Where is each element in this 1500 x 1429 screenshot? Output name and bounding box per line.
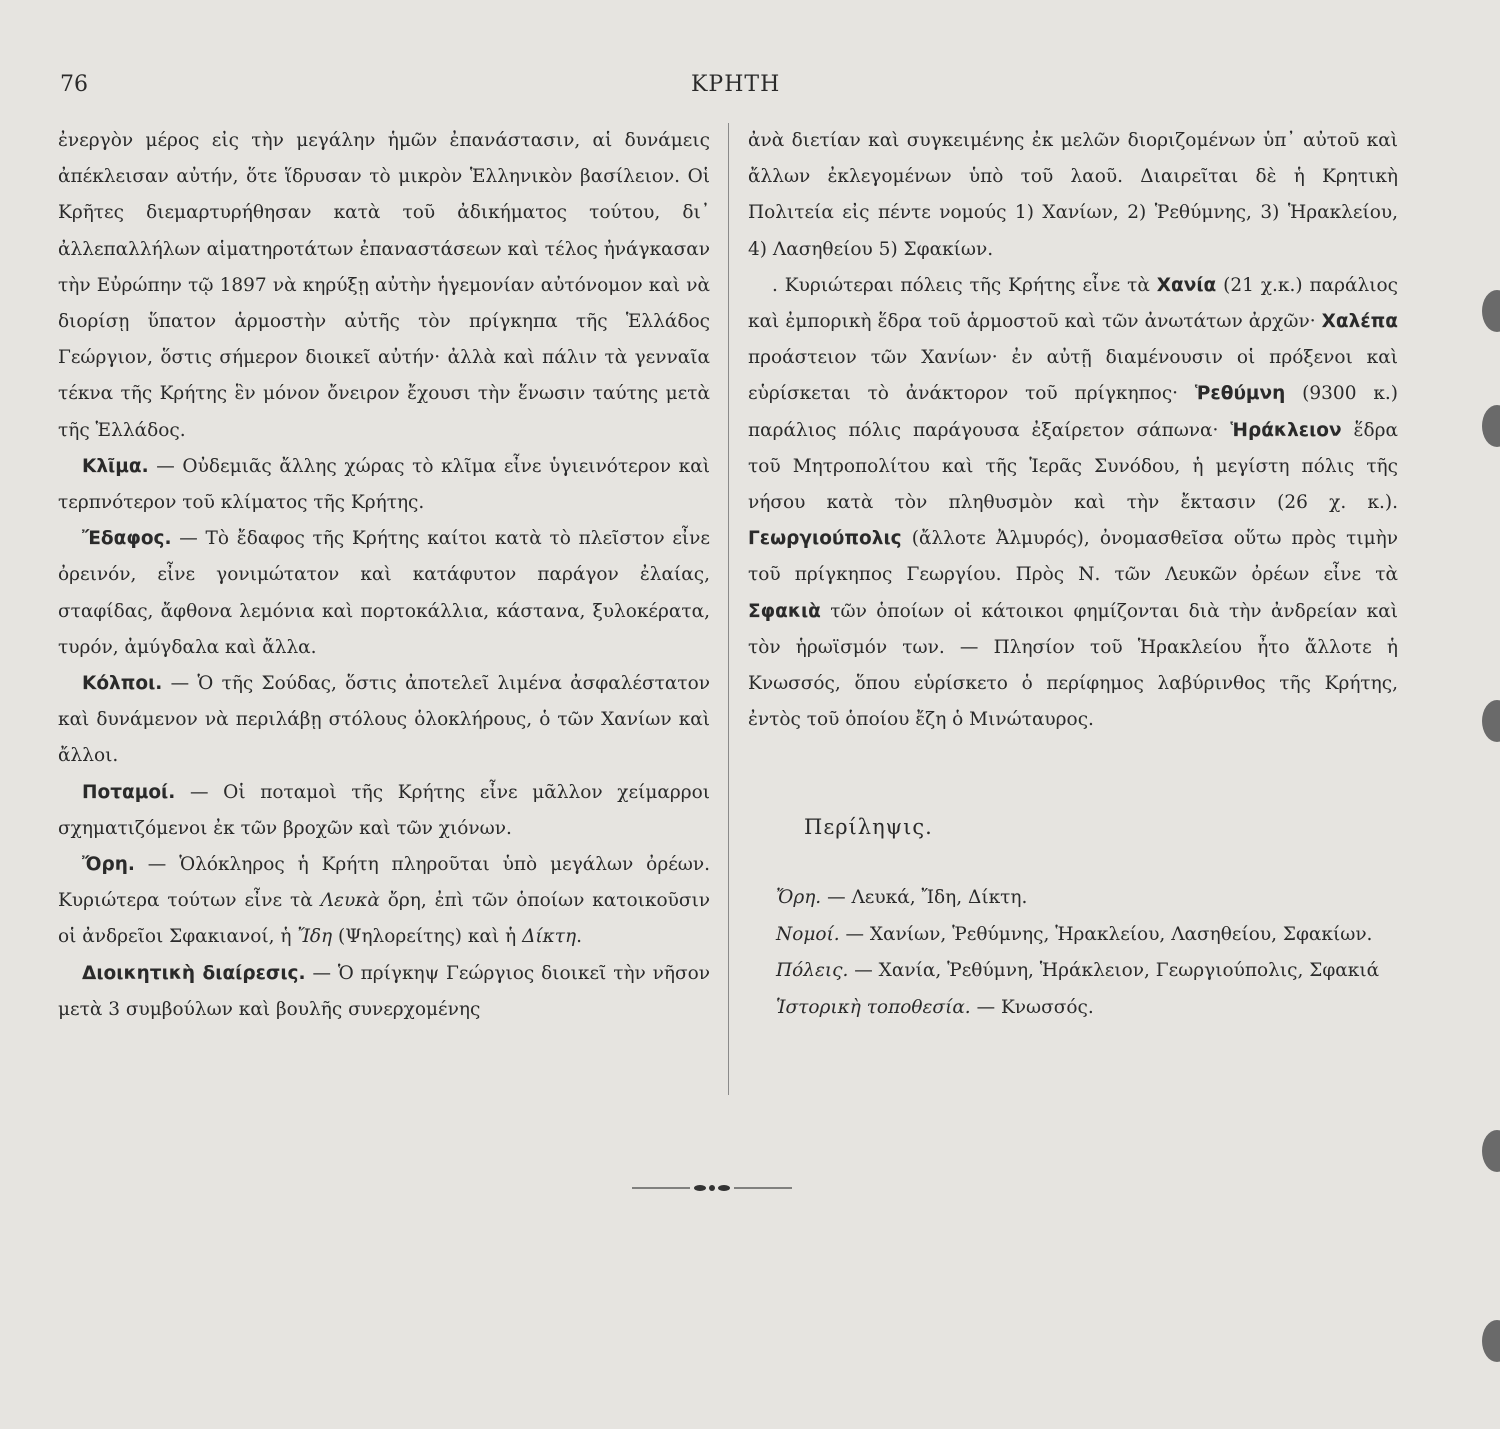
ori-text-1: — Ὁλόκληρος ἡ Κρήτη πληροῦται ὑπὸ μεγάλων ὀρέων. Κυριώτερα τούτων εἶνε τὰ — [58, 854, 710, 912]
cities-text-g: τῶν ὁποίων οἱ κάτοικοι φημίζονται διὰ τὴν ἀνδρείαν καὶ τὸν ἡρωϊσμόν των. — Πλησίον τοῦ Ἡρακλείου ἦτο ἄλλοτε ἡ Κνωσσός, ὅπου εὑρίσκετο ὁ περίφημος λαβύρινθος τῆς Κρήτης, ἐντὸς τοῦ ὁποίου ἔζη ὁ Μινώταυρος. — [748, 600, 1398, 731]
summary-ori-text: — Λευκά, Ἴδη, Δίκτη. — [821, 887, 1028, 908]
city-rethymni: Ῥεθύμνη — [1194, 383, 1286, 405]
binding-hole-5 — [1482, 1320, 1500, 1362]
summary-nomoi — [748, 917, 1398, 954]
ori-text-4: . — [576, 926, 583, 948]
cities-text-c: προάστειον τῶν Χανίων· ἐν αὐτῇ διαμένουσιν οἱ πρόξενοι καὶ εὑρίσκεται τὸ ἀνάκτορον τοῦ πρίγκηπος· — [748, 347, 1398, 405]
potamoi-heading: Ποταμοί. — [82, 781, 176, 803]
column-divider — [728, 123, 729, 1095]
summary-poleis — [748, 953, 1398, 990]
cities-text-f: (ἄλλοτε Ἀλμυρός), ὀνομασθεῖσα οὕτω πρὸς τιμὴν τοῦ πρίγκηπος Γεωργίου. Πρὸς Ν. τῶν Λευκῶν ὀρέων εἶνε τὰ — [748, 528, 1398, 586]
klima-paragraph — [58, 449, 710, 521]
city-halepa: Χαλέπα — [1321, 311, 1398, 333]
city-irakleio: Ἡράκλειον — [1230, 419, 1342, 441]
binding-hole-4 — [1482, 1130, 1500, 1172]
summary-poleis-label: Πόλεις. — [776, 960, 849, 981]
city-chania: Χανία — [1156, 274, 1217, 296]
ori-heading: Ὄρη. — [82, 854, 135, 876]
ori-idi: Ἴδη — [297, 926, 333, 948]
page-title: ΚΡΗΤΗ — [691, 72, 781, 97]
kolpoi-heading: Κόλποι. — [82, 673, 163, 695]
ornament-divider — [632, 1180, 792, 1196]
page-number: 76 — [60, 72, 88, 97]
summary-poleis-text: — Χανία, Ῥεθύμνη, Ἡράκλειον, Γεωργιούπολις, Σφακιά — [848, 960, 1380, 981]
summary-nomoi-text: — Χανίων, Ῥεθύμνης, Ἡρακλείου, Λασηθείου, Σφακίων. — [839, 923, 1373, 945]
left-column — [58, 123, 710, 1028]
summary-nomoi-label: Νομοί. — [776, 923, 840, 945]
right-paragraph-2 — [748, 268, 1398, 739]
edafos-text: — Τὸ ἔδαφος τῆς Κρήτης καίτοι κατὰ τὸ πλεῖστον εἶνε ὀρεινόν, εἶνε γονιμώτατον καὶ κατάφυτον παράγον ἐλαίας, σταφίδας, ἄφθονα λεμόνια καὶ πορτοκάλλια, κάστανα, ξυλοκέρατα, τυρόν, ἀμύγδαλα καὶ ἄλλα. — [58, 528, 710, 658]
summary-ori — [748, 880, 1398, 917]
cities-text-e: ἕδρα τοῦ Μητροπολίτου καὶ τῆς Ἱερᾶς Συνόδου, ἡ μεγίστη πόλις τῆς νήσου κατὰ τὸν πληθυσμὸν καὶ τὴν ἔκτασιν (26 χ. κ.). — [748, 419, 1398, 514]
ori-lefka: Λευκὰ — [320, 890, 380, 912]
binding-hole-1 — [1482, 290, 1500, 332]
ori-dikti: Δίκτη — [522, 926, 577, 948]
edafos-paragraph — [58, 521, 710, 666]
klima-text: — Οὐδεμιᾶς ἄλλης χώρας τὸ κλῖμα εἶνε ὑγιεινότερον καὶ τερπνότερον τοῦ κλίματος τῆς Κρήτης. — [58, 455, 710, 514]
dioik-text: — Ὁ πρίγκηψ Γεώργιος διοικεῖ τὴν νῆσον μετὰ 3 συμβούλων καὶ βουλῆς συνερχομένης — [58, 962, 711, 1020]
potamoi-paragraph — [58, 775, 710, 847]
edafos-heading: Ἔδαφος. — [82, 528, 172, 550]
summary-ori-label: Ὄρη. — [776, 887, 822, 908]
city-georgioupoli: Γεωργιούπολις — [748, 528, 902, 550]
right-paragraph-1: ἀνὰ διετίαν καὶ συγκειμένης ἐκ μελῶν διοριζομένων ὑπ᾽ αὐτοῦ καὶ ἄλλων ἐκλεγομένων ὑπὸ τοῦ λαοῦ. Διαιρεῖται δὲ ἡ Κρητικὴ Πολιτεία εἰς πέντε νομούς 1) Χανίων, 2) Ῥεθύμνης, 3) Ἡρακλείου, 4) Λασηθείου 5) Σφακίων. — [748, 130, 1398, 260]
summary-block — [748, 880, 1398, 1026]
right-column — [748, 123, 1398, 738]
klima-heading: Κλῖμα. — [82, 455, 149, 477]
kolpoi-text: — Ὁ τῆς Σούδας, ὅστις ἀποτελεῖ λιμένα ἀσφαλέστατον καὶ δυνάμενον νὰ περιλάβῃ στόλους ὁλοκλήρους, ὁ τῶν Χανίων καὶ ἄλλοι. — [58, 673, 710, 767]
intro-paragraph: ἐνεργὸν μέρος εἰς τὴν μεγάλην ἡμῶν ἐπανάστασιν, αἱ δυνάμεις ἀπέκλεισαν αὐτήν, ὅτε ἵδρυσαν τὸ μικρὸν Ἑλληνικὸν βασίλειον. Οἱ Κρῆτες διεμαρτυρήθησαν κατὰ τοῦ ἀδικήματος τούτου, δι᾽ ἀλλεπαλλήλων αἱματηροτάτων ἐπαναστάσεων καὶ τέλος ἠνάγκασαν τὴν Εὐρώπην τῷ 1897 νὰ κηρύξῃ αὐτὴν ἡγεμονίαν αὐτόνομον καὶ νὰ διορίσῃ ὕπατον ἁρμοστὴν αὐτῆς τὸν πρίγκηπα τῆς Ἑλλάδος Γεώργιον, ὅστις σήμερον διοικεῖ αὐτήν· ἀλλὰ καὶ πάλιν τὰ γενναῖα τέκνα τῆς Κρήτης ἓν μόνον ὄνειρον ἔχουσι τὴν ἕνωσιν ταύτης μετὰ τῆς Ἑλλάδος. — [58, 130, 710, 441]
cities-text-d: (9300 κ.) παράλιος πόλις παράγουσα ἐξαίρετον σάπωνα· — [748, 383, 1398, 441]
cities-text-b: (21 χ.κ.) παράλιος καὶ ἐμπορικὴ ἕδρα τοῦ ἁρμοστοῦ καὶ τῶν ἀνωτάτων ἀρχῶν· — [748, 274, 1398, 333]
dioik-paragraph — [58, 956, 710, 1028]
dioik-heading: Διοικητικὴ διαίρεσις. — [82, 962, 306, 984]
summary-topo — [748, 990, 1398, 1027]
binding-hole-2 — [1482, 405, 1500, 447]
summary-title: Περίληψις. — [804, 815, 933, 839]
summary-topo-label: Ἱστορικὴ τοποθεσία. — [776, 996, 971, 1018]
summary-topo-text: — Κνωσσός. — [970, 996, 1094, 1018]
potamoi-text: — Οἱ ποταμοὶ τῆς Κρήτης εἶνε μᾶλλον χείμαρροι σχηματιζόμενοι ἐκ τῶν βροχῶν καὶ τῶν χιόνων. — [58, 781, 710, 839]
ori-text-2: ὄρη, ἐπὶ τῶν ὁποίων κατοικοῦσιν οἱ ἀνδρεῖοι Σφακιανοί, ἡ — [58, 890, 710, 948]
city-sfakia: Σφακιὰ — [748, 600, 821, 622]
binding-hole-3 — [1482, 700, 1500, 742]
ori-text-3: (Ψηλορείτης) καὶ ἡ — [332, 926, 523, 948]
ori-paragraph — [58, 847, 710, 956]
kolpoi-paragraph — [58, 666, 710, 775]
cities-text-a: . Κυριώτεραι πόλεις τῆς Κρήτης εἶνε τὰ — [772, 274, 1157, 296]
